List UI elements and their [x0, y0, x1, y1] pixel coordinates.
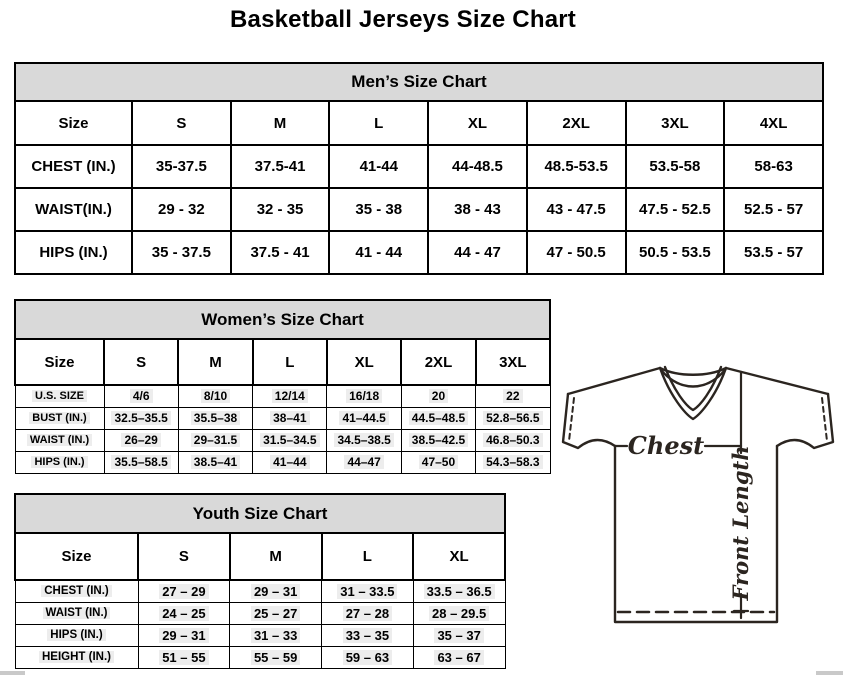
measure-value: 20 — [401, 385, 475, 407]
table-row — [15, 145, 823, 188]
measure-label: HIPS (IN.) — [15, 624, 138, 646]
measure-value: 59 – 63 — [322, 646, 414, 668]
youth-size-chart — [14, 493, 506, 669]
measure-value: 44-48.5 — [428, 145, 527, 188]
measure-value: 48.5-53.5 — [527, 145, 626, 188]
measure-label: HIPS (IN.) — [15, 451, 104, 473]
measure-value: 51 – 55 — [138, 646, 230, 668]
measure-value: 55 – 59 — [230, 646, 322, 668]
measure-label: BUST (IN.) — [15, 407, 104, 429]
measure-value: 29 - 32 — [132, 188, 231, 231]
size-col-xl: XL — [327, 339, 401, 385]
measure-value: 4/6 — [104, 385, 178, 407]
measure-value: 38.5–42.5 — [401, 429, 475, 451]
measure-value: 41–44.5 — [327, 407, 401, 429]
measure-value: 38–41 — [253, 407, 327, 429]
size-col-m: M — [230, 533, 322, 580]
womens-size-table — [14, 338, 551, 474]
measure-value: 32 - 35 — [231, 188, 330, 231]
size-column-header: Size — [15, 339, 104, 385]
table-row — [15, 580, 505, 602]
measure-label: CHEST (IN.) — [15, 145, 132, 188]
table-row — [15, 646, 505, 668]
size-col-l: L — [329, 101, 428, 145]
measure-value: 47–50 — [401, 451, 475, 473]
youth-size-table — [14, 532, 506, 669]
jersey-shoulder-left — [568, 368, 660, 394]
scrollbar-fragment-left[interactable] — [0, 671, 25, 675]
measure-value: 41 - 44 — [329, 231, 428, 274]
table-row — [15, 385, 550, 407]
measure-value: 44.5–48.5 — [401, 407, 475, 429]
jersey-measurement-diagram — [558, 362, 838, 632]
measure-value: 32.5–35.5 — [104, 407, 178, 429]
measure-label: HEIGHT (IN.) — [15, 646, 138, 668]
size-col-2xl: 2XL — [401, 339, 475, 385]
measure-value: 27 – 28 — [322, 602, 414, 624]
size-col-s: S — [138, 533, 230, 580]
measure-value: 35-37.5 — [132, 145, 231, 188]
jersey-collar-top-curve — [660, 368, 726, 375]
measure-value: 46.8–50.3 — [476, 429, 550, 451]
measure-value: 12/14 — [253, 385, 327, 407]
measure-value: 53.5 - 57 — [724, 231, 823, 274]
measure-value: 25 – 27 — [230, 602, 322, 624]
mens-chart-title: Men’s Size Chart — [14, 62, 824, 100]
measure-value: 26–29 — [104, 429, 178, 451]
page-title: Basketball Jerseys Size Chart — [230, 6, 576, 33]
measure-value: 29–31.5 — [178, 429, 252, 451]
measure-value: 53.5-58 — [626, 145, 725, 188]
size-col-3xl: 3XL — [626, 101, 725, 145]
measure-label: WAIST(IN.) — [15, 188, 132, 231]
measure-value: 38.5–41 — [178, 451, 252, 473]
mens-size-chart — [14, 62, 824, 275]
measure-value: 41–44 — [253, 451, 327, 473]
measure-value: 37.5 - 41 — [231, 231, 330, 274]
jersey-sleeve-dash-left — [569, 398, 574, 441]
size-col-4xl: 4XL — [724, 101, 823, 145]
measure-value: 52.5 - 57 — [724, 188, 823, 231]
measure-value: 31.5–34.5 — [253, 429, 327, 451]
measure-value: 29 – 31 — [230, 580, 322, 602]
measure-value: 35.5–58.5 — [104, 451, 178, 473]
measure-value: 47.5 - 52.5 — [626, 188, 725, 231]
size-column-header: Size — [15, 101, 132, 145]
measure-value: 31 – 33.5 — [322, 580, 414, 602]
table-row — [15, 602, 505, 624]
size-col-l: L — [322, 533, 414, 580]
measure-value: 29 – 31 — [138, 624, 230, 646]
size-col-xl: XL — [413, 533, 505, 580]
chest-label: Chest — [627, 431, 705, 460]
measure-value: 28 – 29.5 — [413, 602, 505, 624]
measure-value: 54.3–58.3 — [476, 451, 550, 473]
measure-value: 35 – 37 — [413, 624, 505, 646]
measure-value: 37.5-41 — [231, 145, 330, 188]
size-column-header: Size — [15, 533, 138, 580]
measure-value: 34.5–38.5 — [327, 429, 401, 451]
measure-value: 43 - 47.5 — [527, 188, 626, 231]
measure-label: WAIST (IN.) — [15, 602, 138, 624]
measure-value: 44–47 — [327, 451, 401, 473]
table-row — [15, 429, 550, 451]
measure-value: 52.8–56.5 — [476, 407, 550, 429]
measure-value: 38 - 43 — [428, 188, 527, 231]
measure-value: 27 – 29 — [138, 580, 230, 602]
measure-value: 35.5–38 — [178, 407, 252, 429]
measure-value: 50.5 - 53.5 — [626, 231, 725, 274]
jersey-sleeve-dash-right — [822, 398, 827, 441]
front-length-label: Front Length — [728, 445, 753, 601]
measure-value: 35 - 38 — [329, 188, 428, 231]
measure-value: 47 - 50.5 — [527, 231, 626, 274]
measure-value: 22 — [476, 385, 550, 407]
measure-label: U.S. SIZE — [15, 385, 104, 407]
size-col-m: M — [231, 101, 330, 145]
table-row — [15, 451, 550, 473]
table-row — [15, 188, 823, 231]
size-col-xl: XL — [428, 101, 527, 145]
measure-value: 58-63 — [724, 145, 823, 188]
measure-value: 33.5 – 36.5 — [413, 580, 505, 602]
size-col-m: M — [178, 339, 252, 385]
measure-label: CHEST (IN.) — [15, 580, 138, 602]
measure-value: 33 – 35 — [322, 624, 414, 646]
measure-label: HIPS (IN.) — [15, 231, 132, 274]
size-col-s: S — [132, 101, 231, 145]
measure-value: 31 – 33 — [230, 624, 322, 646]
measure-value: 24 – 25 — [138, 602, 230, 624]
measure-value: 63 – 67 — [413, 646, 505, 668]
measure-value: 41-44 — [329, 145, 428, 188]
table-row — [15, 624, 505, 646]
measure-value: 8/10 — [178, 385, 252, 407]
measure-value: 35 - 37.5 — [132, 231, 231, 274]
mens-size-table — [14, 100, 824, 275]
table-row — [15, 407, 550, 429]
size-col-2xl: 2XL — [527, 101, 626, 145]
size-col-s: S — [104, 339, 178, 385]
youth-chart-title: Youth Size Chart — [14, 493, 506, 532]
size-col-l: L — [253, 339, 327, 385]
measure-value: 44 - 47 — [428, 231, 527, 274]
measure-value: 16/18 — [327, 385, 401, 407]
measure-label: WAIST (IN.) — [15, 429, 104, 451]
womens-size-chart — [14, 299, 551, 474]
scrollbar-fragment-right[interactable] — [816, 671, 843, 675]
table-row — [15, 231, 823, 274]
size-col-3xl: 3XL — [476, 339, 550, 385]
womens-chart-title: Women’s Size Chart — [14, 299, 551, 338]
